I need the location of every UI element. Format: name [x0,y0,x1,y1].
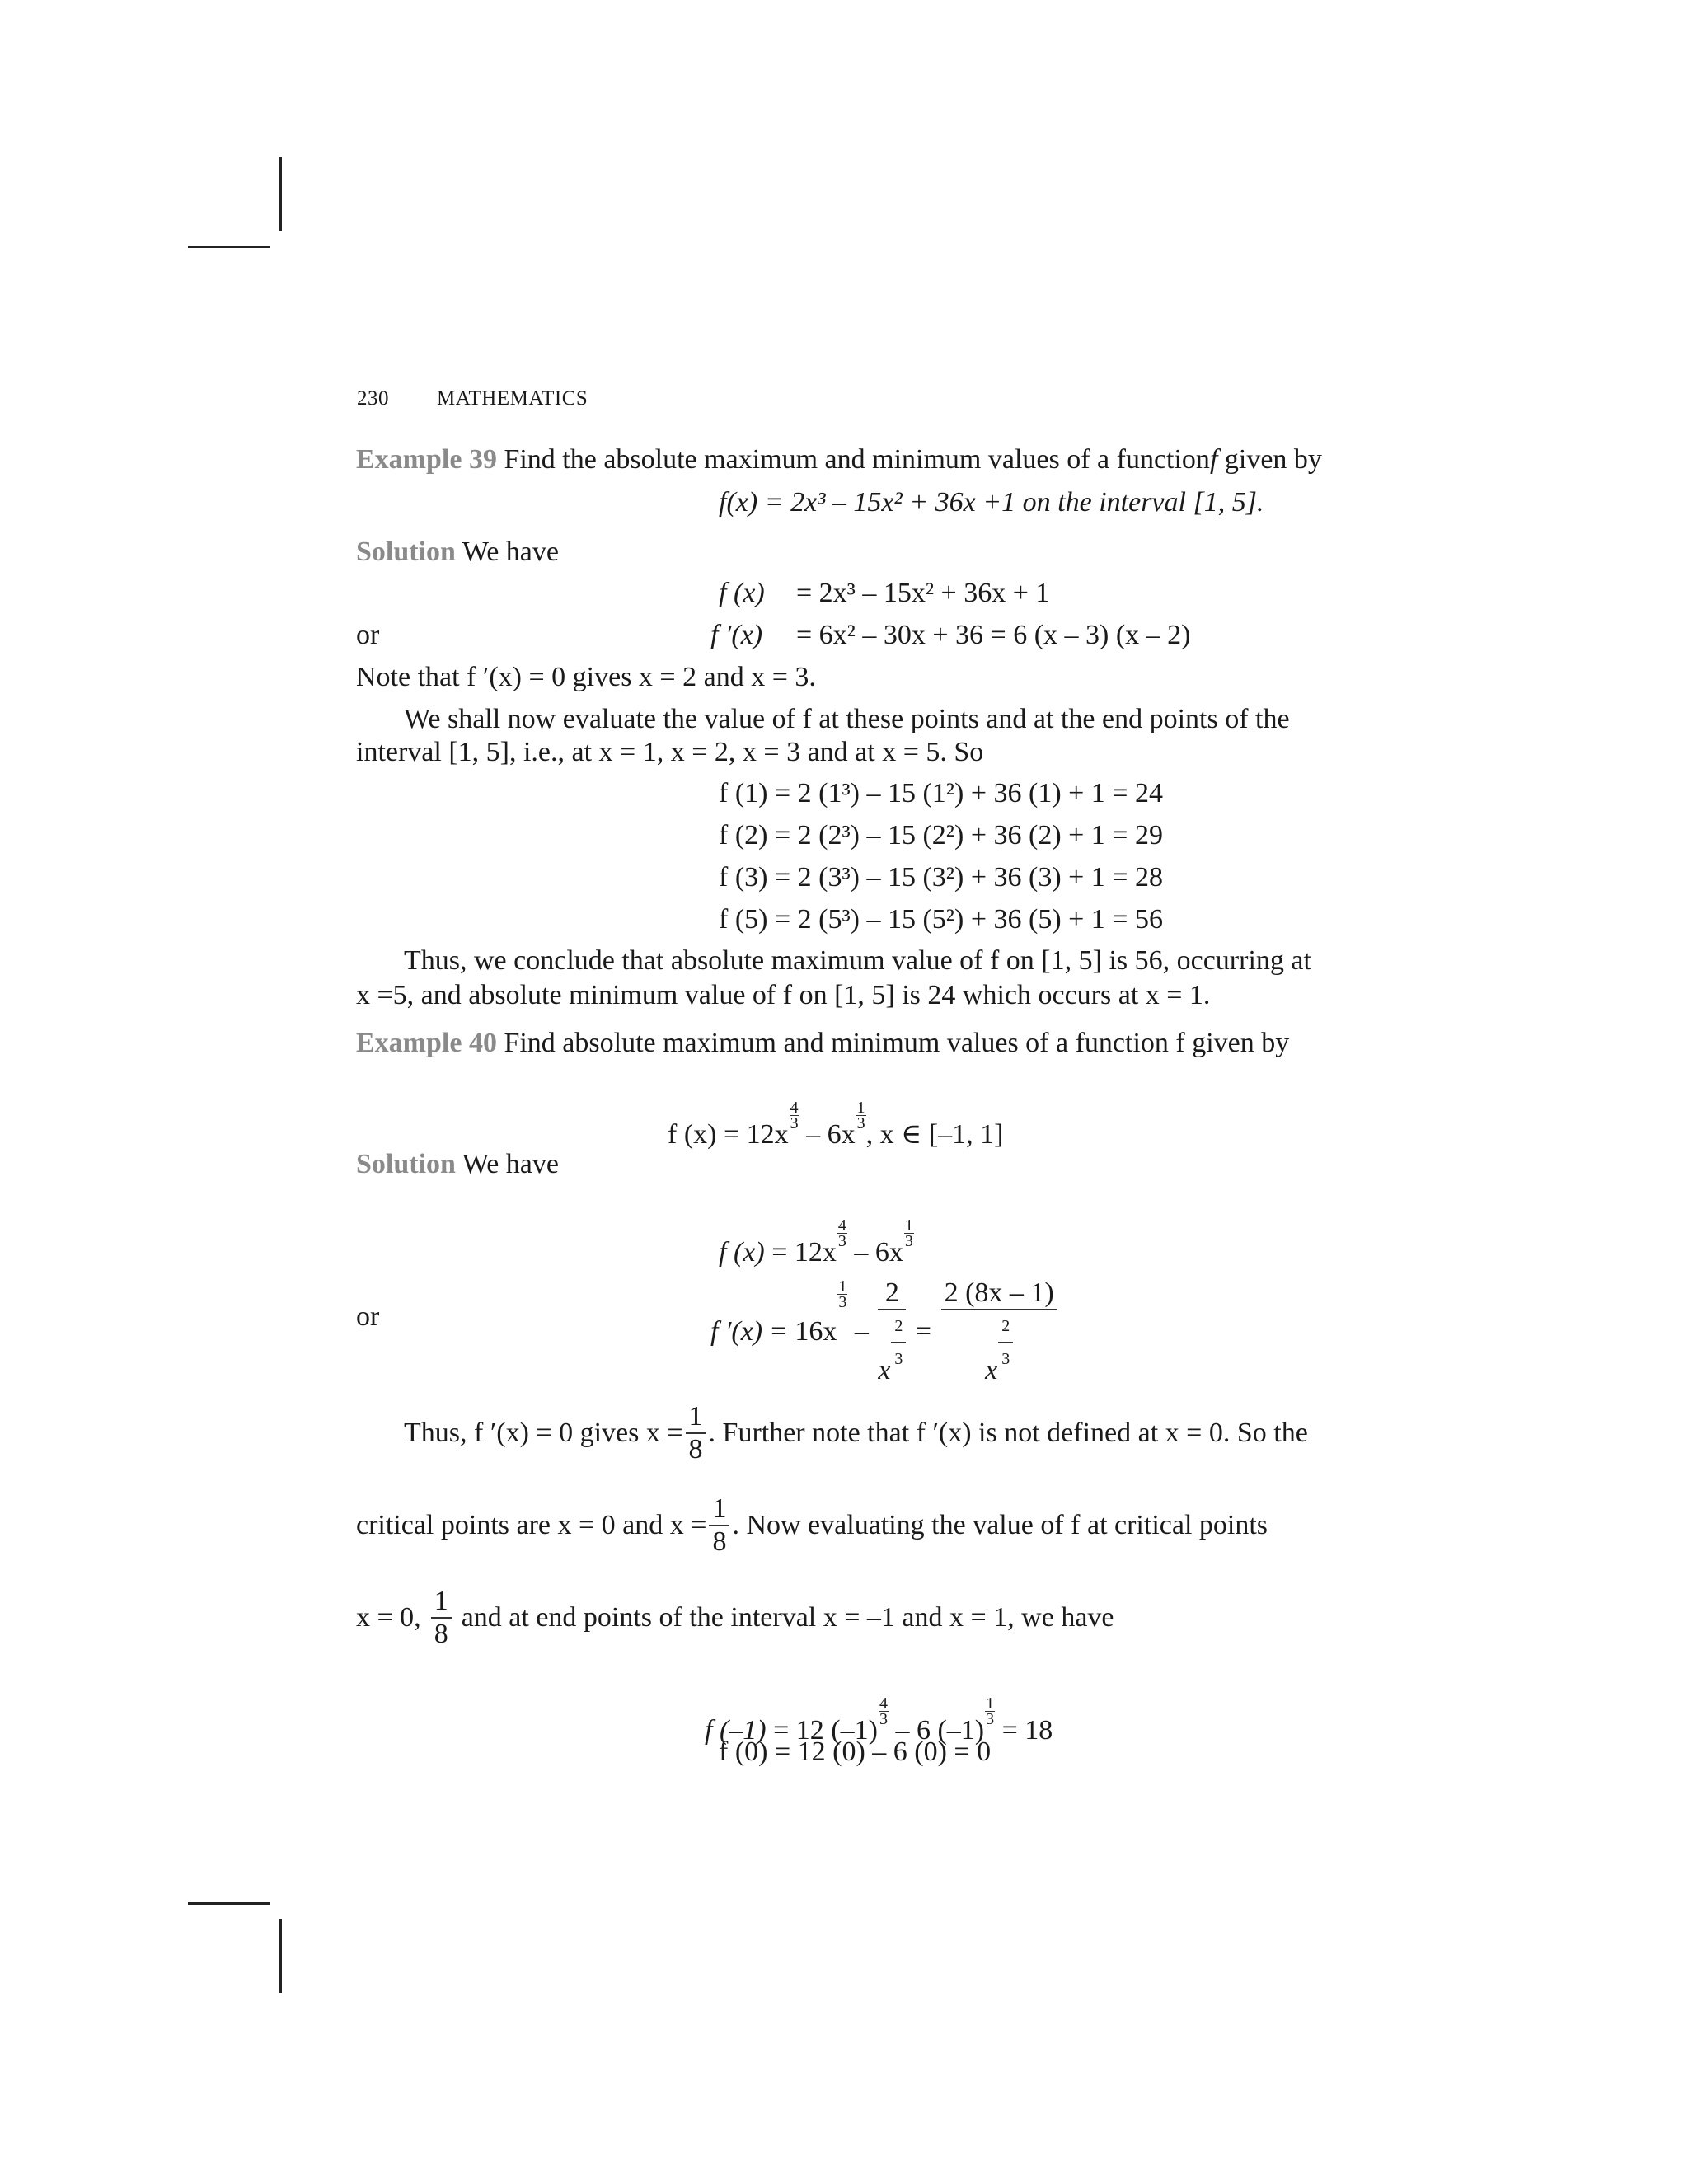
sol39-para1b: interval [1, 5], i.e., at x = 1, x = 2, x = 3 and at x = 5. So [356,737,984,767]
crop-mark-bottom-horizontal [188,1902,270,1905]
example-39-statement: Example 39 Find the absolute maximum and minimum values of a functionf given by [356,444,1322,475]
fraction-2-8x-1-over-x-two-thirds: 2 (8x – 1) x $\frac{2}{3}$ [941,1277,1057,1386]
solution-40-heading: Solution We have [356,1149,559,1179]
sol39-conclusion-b: x =5, and absolute minimum value of f on [1, 5] is 24 which occurs at x = 1. [356,980,1211,1010]
sol39-line2-lhs: f ′(x) [710,620,763,650]
sol39-eval-4: f (5) = 2 (5³) – 15 (5²) + 36 (5) + 1 = 56 [719,904,1163,935]
solution-39-heading: Solution We have [356,537,559,567]
sol40-line1: f (x) = 12x $\frac{4}{3}$ – 6x $\frac{1}{3}$ [719,1216,913,1268]
exponent-1-3: $\frac{1}{3}$ [986,1694,995,1728]
sol39-line1-lhs: f (x) [719,578,765,608]
sol39-eval-2: f (2) = 2 (2³) – 15 (2²) + 36 (2) + 1 = 29 [719,820,1163,851]
crop-mark-top-vertical [279,157,282,231]
sol39-or: or [356,620,380,650]
fraction-2-over-x-two-thirds: 2 x $\frac{2}{3}$ [878,1277,906,1386]
exponent-4-3: $\frac{4}{3}$ [837,1216,846,1250]
solution-40-label: Solution [356,1149,456,1179]
sol40-line2: f ′(x) = 16x 1 3 – 2 x $\frac{2}{3}$ = 2 (8x – 1) x $\frac{2}{3}$ [710,1277,1060,1386]
sol40-or: or [356,1301,380,1332]
sol39-para1a: We shall now evaluate the value of f at these points and at the end points of the [404,704,1290,734]
sol39-conclusion-a: Thus, we conclude that absolute maximum value of f on [1, 5] is 56, occurring at [404,945,1311,976]
fraction-1-over-8: $\frac{1}{8}$ [709,1493,729,1558]
sol39-line2-rhs: = 6x² – 30x + 36 = 6 (x – 3) (x – 2) [796,620,1191,650]
example-40-label: Example 40 [356,1028,497,1058]
exponent-1-3: $\frac{1}{3}$ [904,1216,913,1250]
example-39-label: Example 39 [356,444,497,475]
sol39-line1-rhs: = 2x³ – 15x² + 36x + 1 [796,578,1050,608]
crop-mark-top-horizontal [188,246,270,248]
sol40-endpoints-line: x = 0, $\frac{1}{8}$ and at end points of the interval x = –1 and x = 1, we have [356,1586,1114,1649]
sol40-eval-minus-1: f (–1) = 12 (–1) $\frac{4}{3}$ – 6 (–1) $\frac{1}{3}$ = 18 [705,1694,1053,1746]
exponent-1-3: 1 3 [838,1277,847,1311]
example-40-function: f (x) = 12x $\frac{4}{3}$ – 6x $\frac{1}{3}$ , x ∈ [–1, 1] [668,1099,1004,1150]
crop-mark-bottom-vertical [279,1919,282,1993]
fraction-1-over-8: $\frac{1}{8}$ [431,1586,452,1650]
sol39-eval-1: f (1) = 2 (1³) – 15 (1²) + 36 (1) + 1 = 24 [719,778,1163,808]
sol40-thus-line: Thus, f ′(x) = 0 gives x = $\frac{1}{8}$ . Further note that f ′(x) is not defined at x = 0. So the [404,1401,1308,1465]
fraction-1-over-8: $\frac{1}{8}$ [686,1401,706,1465]
solution-39-label: Solution [356,537,456,567]
sol40-critical-line: critical points are x = 0 and x = $\frac{1}{8}$ . Now evaluating the value of f at critical points [356,1493,1268,1557]
sol40-eval-0: f (0) = 12 (0) – 6 (0) = 0 [719,1736,992,1767]
running-head: MATHEMATICS [437,387,588,410]
page-number: 230 [357,387,389,410]
sol39-note: Note that f ′(x) = 0 gives x = 2 and x = 3. [356,662,816,692]
sol39-eval-3: f (3) = 2 (3³) – 15 (3²) + 36 (3) + 1 = 28 [719,862,1163,893]
exponent-1-3: $\frac{1}{3}$ [856,1099,865,1132]
exponent-4-3: $\frac{4}{3}$ [879,1694,888,1728]
exponent-4-3: $\frac{4}{3}$ [790,1099,799,1132]
example-40-statement: Example 40 Find absolute maximum and minimum values of a function f given by [356,1028,1290,1058]
example-39-function: f(x) = 2x³ – 15x² + 36x +1 on the interval [1, 5]. [719,487,1264,518]
